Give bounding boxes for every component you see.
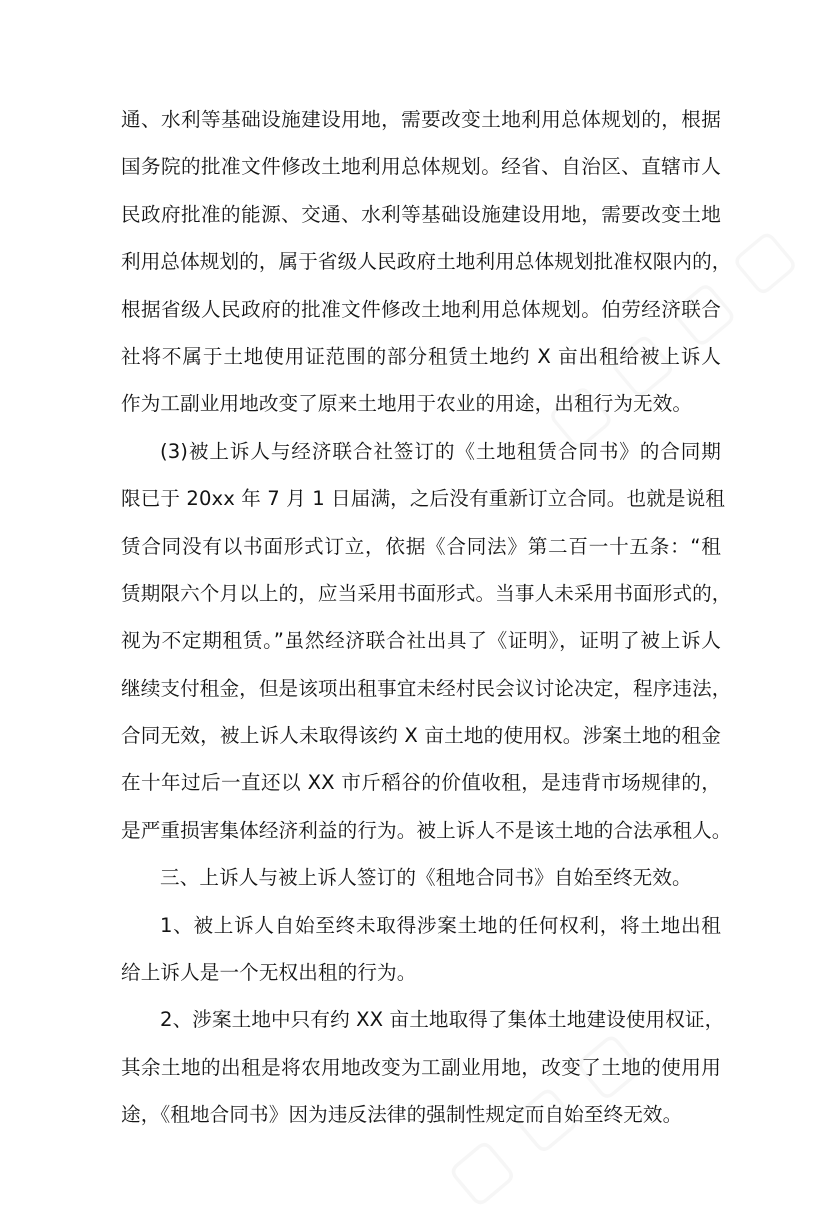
text-line: 限已于 20xx 年 7 月 1 日届满，之后没有重新订立合同。也就是说租: [121, 487, 725, 511]
text-line: 其余土地的出租是将农用地改变为工副业用地，改变了土地的使用用: [121, 1055, 721, 1079]
text-line: 民政府批准的能源、交通、水利等基础设施建设用地，需要改变土地: [121, 202, 721, 226]
text-line: 合同无效，被上诉人未取得该约 X 亩土地的使用权。涉案土地的租金: [121, 724, 721, 748]
text-line: 继续支付租金，但是该项出租事宜未经村民会议讨论决定，程序违法，: [121, 676, 732, 700]
document-body: [121, 96, 732, 1139]
text-line: 给上诉人是一个无权出租的行为。: [121, 961, 417, 985]
paragraph: [121, 902, 721, 997]
text-line: 根据省级人民政府的批准文件修改土地利用总体规划。伯劳经济联合: [121, 297, 721, 321]
text-line: 1、被上诉人自始至终未取得涉案土地的任何权利，将土地出租: [160, 913, 721, 937]
paragraph: [121, 428, 732, 855]
text-line: 是严重损害集体经济利益的行为。被上诉人不是该土地的合法承租人。: [121, 818, 732, 842]
text-line: 在十年过后一直还以 XX 市斤稻谷的价值收租，是违背市场规律的，: [121, 771, 721, 795]
text-line: 通、水利等基础设施建设用地，需要改变土地利用总体规划的，根据: [121, 108, 721, 131]
text-line: 作为工副业用地改变了原来土地用于农业的用途，出租行为无效。: [121, 392, 693, 416]
paragraph: [121, 96, 732, 428]
text-line: 途，《租地合同书》因为违反法律的强制性规定而自始至终无效。: [121, 1103, 683, 1127]
text-line: 利用总体规划的，属于省级人民政府土地利用总体规划批准权限内的，: [121, 250, 732, 274]
text-line: 赁期限六个月以上的，应当采用书面形式。当事人未采用书面形式的，: [121, 581, 732, 605]
text-line: (3)被上诉人与经济联合社签订的《土地租赁合同书》的合同期: [160, 439, 721, 463]
paragraph: [121, 996, 725, 1138]
paragraph: [121, 854, 721, 901]
text-line: 社将不属于土地使用证范围的部分租赁土地约 X 亩出租给被上诉人: [121, 344, 721, 368]
text-line: 赁合同没有以书面形式订立，依据《合同法》第二百一十五条：“租: [121, 534, 721, 558]
section-heading: 三、上诉人与被上诉人签订的《租地合同书》自始至终无效。: [160, 866, 692, 890]
text-line: 国务院的批准文件修改土地利用总体规划。经省、自治区、直辖市人: [121, 155, 721, 179]
text-line: 2、涉案土地中只有约 XX 亩土地取得了集体土地建设使用权证，: [160, 1008, 725, 1032]
text-line: 视为不定期租赁。”虽然经济联合社出具了《证明》，证明了被上诉人: [121, 629, 721, 653]
